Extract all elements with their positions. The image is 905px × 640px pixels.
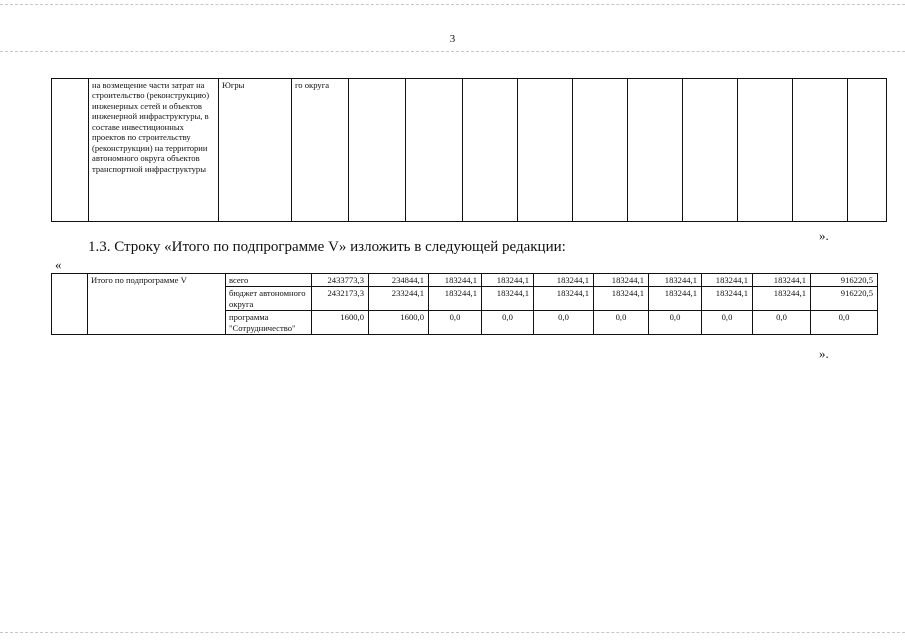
- table-cell: [573, 79, 628, 222]
- value-cell: 0,0: [429, 311, 482, 335]
- executor-cell: Югры: [219, 79, 292, 222]
- closing-quote-2: ».: [819, 346, 829, 361]
- measure-description: на возмещение части затрат на строительство (реконструкцию) инженерных сетей и объектов инженерной инфраструктуры, в составе инвестиционных проектов по строительству (реконструкции) на территории автономного округа объектов транспортной инфраструктуры: [89, 79, 219, 222]
- table-cell: [518, 79, 573, 222]
- value-cell: 2432173,3: [312, 287, 369, 311]
- value-cell: 2433773,3: [312, 274, 369, 287]
- table-cell: [848, 79, 887, 222]
- continuation-table: [51, 78, 887, 222]
- value-cell: 0,0: [702, 311, 753, 335]
- location-cell: го округа: [292, 79, 349, 222]
- funding-source: бюджет автономного округа: [226, 287, 312, 311]
- table-cell: [738, 79, 793, 222]
- table-cell: [793, 79, 848, 222]
- table-row: [52, 274, 878, 287]
- value-cell: 183244,1: [702, 287, 753, 311]
- table-cell: [52, 274, 88, 335]
- value-cell: 916220,5: [811, 274, 878, 287]
- value-cell: 183244,1: [702, 274, 753, 287]
- table-cell: [683, 79, 738, 222]
- value-cell: 0,0: [811, 311, 878, 335]
- value-cell: 0,0: [649, 311, 702, 335]
- value-cell: 0,0: [753, 311, 811, 335]
- subtotal-label: Итого по подпрограмме V: [88, 274, 226, 335]
- closing-quote-1: ».: [819, 228, 829, 243]
- table-cell: [463, 79, 518, 222]
- value-cell: 0,0: [534, 311, 594, 335]
- section-heading: 1.3. Строку «Итого по подпрограмме V» изложить в следующей редакции:: [88, 239, 566, 255]
- table-row: [52, 79, 887, 222]
- opening-quote: «: [55, 257, 62, 272]
- value-cell: 183244,1: [594, 287, 649, 311]
- table-cell: [406, 79, 463, 222]
- value-cell: 183244,1: [482, 287, 534, 311]
- value-cell: 183244,1: [649, 274, 702, 287]
- value-cell: 234844,1: [369, 274, 429, 287]
- value-cell: 183244,1: [649, 287, 702, 311]
- value-cell: 1600,0: [312, 311, 369, 335]
- totals-table: [51, 273, 878, 335]
- funding-source: всего: [226, 274, 312, 287]
- value-cell: 233244,1: [369, 287, 429, 311]
- scan-artifact-bottom: [0, 632, 905, 633]
- table-cell: [349, 79, 406, 222]
- table-cell: [52, 79, 89, 222]
- table-cell: [628, 79, 683, 222]
- value-cell: 0,0: [594, 311, 649, 335]
- value-cell: 183244,1: [429, 274, 482, 287]
- value-cell: 183244,1: [594, 274, 649, 287]
- value-cell: 183244,1: [753, 274, 811, 287]
- page-number: 3: [449, 33, 456, 45]
- value-cell: 183244,1: [534, 287, 594, 311]
- value-cell: 183244,1: [482, 274, 534, 287]
- value-cell: 183244,1: [753, 287, 811, 311]
- value-cell: 916220,5: [811, 287, 878, 311]
- scan-artifact-top: [0, 4, 905, 5]
- value-cell: 183244,1: [429, 287, 482, 311]
- value-cell: 1600,0: [369, 311, 429, 335]
- value-cell: 183244,1: [534, 274, 594, 287]
- value-cell: 0,0: [482, 311, 534, 335]
- scan-artifact-header: [0, 51, 905, 52]
- funding-source: программа "Сотрудничество": [226, 311, 312, 335]
